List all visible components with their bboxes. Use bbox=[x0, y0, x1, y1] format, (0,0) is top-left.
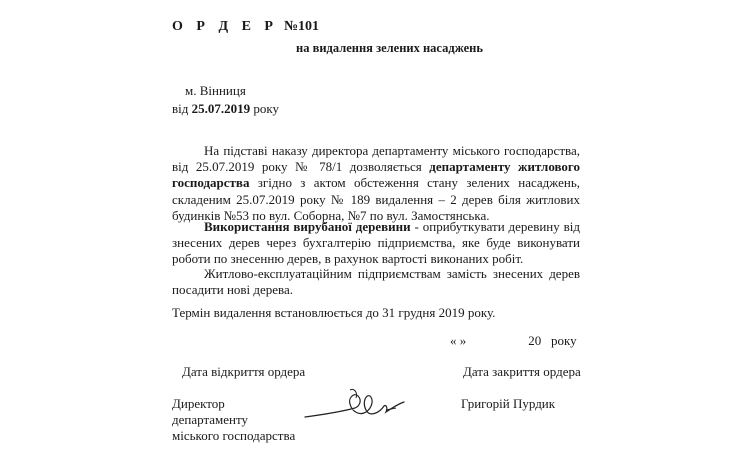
signer-name: Григорій Пурдик bbox=[461, 396, 556, 411]
deadline-line: Термін видалення встановлюється до 31 грудня 2019 року. bbox=[172, 305, 496, 320]
order-number: №101 bbox=[283, 19, 320, 34]
order-date: 25.07.2019 bbox=[191, 101, 251, 116]
order-title-word: О Р Д Е Р bbox=[172, 19, 278, 34]
director-line-3: міського господарства bbox=[172, 428, 296, 443]
paragraph-permission-end: згідно з актом обстеження стану зелених насаджень, складеним 25.07.2019 року № 189 видалення – 2 дерев біля житлових будинків №53 по вул. Соборна, №7 по вул. Замостянська. bbox=[172, 175, 580, 223]
blank-year-prefix: 20 bbox=[528, 333, 542, 348]
close-date-label: Дата закриття ордера bbox=[463, 364, 581, 379]
paragraph-permission-start: На підставі наказу директора департаменту міського господарства, від 25.07.2019 року № 78/1 дозволяється bbox=[172, 143, 580, 175]
director-line-2: департаменту bbox=[172, 412, 249, 427]
date-prefix: від bbox=[172, 101, 189, 116]
paragraph-timber-use bbox=[172, 219, 580, 268]
director-line-1: Директор bbox=[172, 396, 225, 411]
order-title bbox=[172, 19, 319, 35]
date-suffix: року bbox=[253, 101, 280, 116]
paragraph-timber-use-heading: Використання вирубаної деревини bbox=[204, 219, 411, 234]
paragraph-timber-use-text: - оприбуткувати деревину від знесених дерев через бухгалтерію підприємства, яке буде виконувати роботи по знесенню дерев, в рахунок вартості виконаних робіт. bbox=[172, 219, 580, 267]
handwritten-signature bbox=[300, 382, 420, 427]
paragraph-replanting: Житлово-експлуатаційним підприємствам замість знесених дерев посадити нові дерева. bbox=[172, 266, 580, 298]
paragraph-permission bbox=[172, 143, 580, 224]
city: м. Вінниця bbox=[185, 83, 246, 98]
blank-year-suffix: року bbox=[551, 333, 577, 348]
open-date-label: Дата відкриття ордера bbox=[182, 364, 306, 379]
blank-date-line bbox=[450, 333, 577, 349]
order-date-line bbox=[172, 101, 279, 117]
blank-date-quotes: « » bbox=[450, 333, 467, 348]
order-subtitle: на видалення зелених насаджень bbox=[296, 41, 483, 55]
paragraph-permission-department: департаменту житлового господарства bbox=[172, 159, 581, 191]
